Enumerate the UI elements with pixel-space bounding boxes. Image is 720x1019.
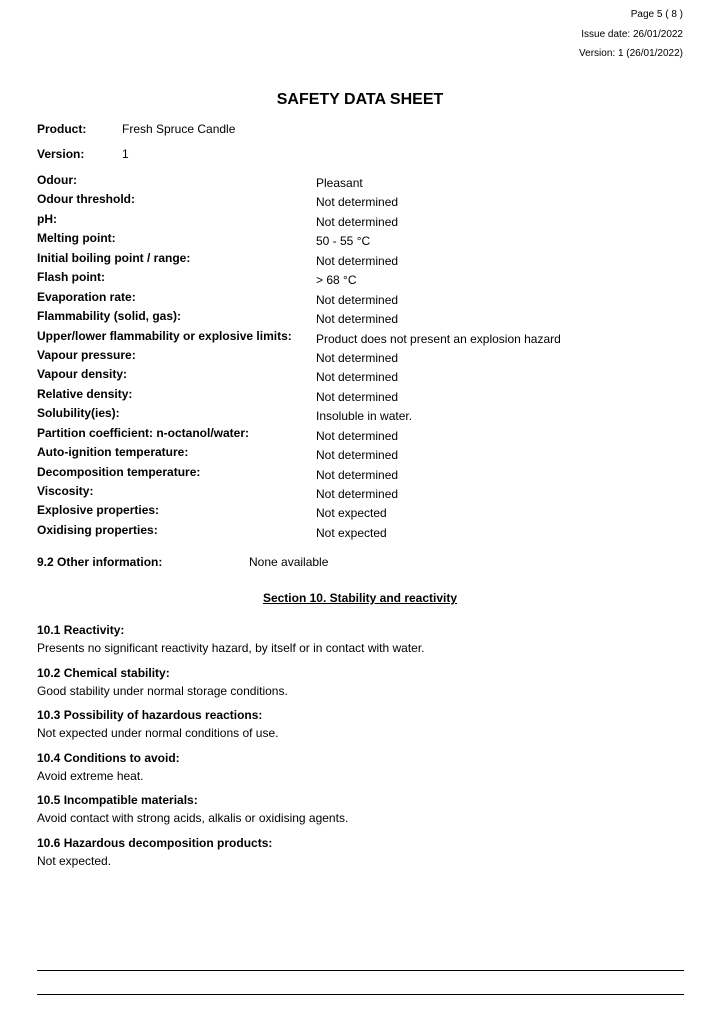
property-label: Evaporation rate: — [37, 289, 136, 304]
section-10-heading: Section 10. Stability and reactivity — [262, 591, 458, 605]
property-label: Auto-ignition temperature: — [37, 445, 189, 460]
property-label: Vapour density: — [37, 367, 128, 382]
subsection-title: 10.1 Reactivity: — [37, 623, 125, 637]
physical-chemical-properties — [37, 173, 677, 542]
subsection-text: Avoid contact with strong acids, alkalis or oxidising agents. — [37, 811, 349, 825]
property-row — [37, 329, 677, 348]
section-10-subsections — [37, 621, 683, 876]
property-label: Partition coefficient: n-octanol/water: — [37, 425, 250, 440]
property-label: Relative density: — [37, 386, 133, 401]
property-value: Insoluble in water. — [316, 409, 413, 424]
property-label: Flammability (solid, gas): — [37, 309, 182, 324]
property-value: Not determined — [316, 389, 399, 404]
property-value: Not expected — [316, 525, 387, 540]
property-value: Not determined — [316, 487, 399, 501]
footer-divider — [37, 994, 684, 995]
property-value: Not expected — [316, 506, 387, 521]
property-row — [37, 309, 677, 328]
other-information-value: None available — [249, 555, 329, 569]
property-value: Pleasant — [316, 176, 363, 190]
property-row — [37, 367, 677, 386]
subsection-title: 10.3 Possibility of hazardous reactions: — [37, 708, 263, 722]
property-label: Decomposition temperature: — [37, 464, 201, 479]
property-row — [37, 523, 677, 542]
property-label: Oxidising properties: — [37, 522, 158, 537]
other-information-label: 9.2 Other information: — [37, 555, 163, 569]
subsection — [37, 621, 683, 664]
product-row — [37, 122, 235, 136]
property-row — [37, 503, 677, 522]
version-row — [37, 147, 129, 161]
property-value: Not determined — [316, 467, 399, 482]
property-value: Not determined — [316, 253, 399, 268]
subsection-text: Presents no significant reactivity hazard, by itself or in contact with water. — [37, 641, 425, 655]
property-row — [37, 465, 677, 484]
document-version: Version: 1 (26/01/2022) — [579, 48, 683, 59]
property-value: Not determined — [316, 312, 399, 327]
subsection — [37, 706, 683, 749]
property-label: Vapour pressure: — [37, 347, 136, 362]
version-label: Version: — [37, 147, 85, 161]
subsection — [37, 664, 683, 707]
subsection-text: Good stability under normal storage conditions. — [37, 683, 288, 698]
property-label: Solubility(ies): — [37, 406, 120, 421]
property-row — [37, 192, 677, 211]
property-value: Product does not present an explosion hazard — [316, 331, 561, 346]
property-row — [37, 251, 677, 270]
property-value: Not determined — [316, 370, 399, 385]
property-value: 50 - 55 °C — [316, 234, 371, 249]
other-information-row — [37, 555, 328, 569]
property-value: Not determined — [316, 292, 399, 307]
property-value: Not determined — [316, 428, 399, 443]
property-label: Explosive properties: — [37, 503, 160, 518]
page-number: Page 5 ( 8 ) — [630, 9, 683, 20]
property-label: pH: — [37, 211, 57, 226]
subsection-title: 10.5 Incompatible materials: — [37, 793, 198, 807]
property-row — [37, 426, 677, 445]
property-label: Melting point: — [37, 231, 116, 246]
property-value: Not determined — [316, 448, 399, 463]
property-value: Not determined — [316, 195, 399, 210]
property-row — [37, 484, 677, 503]
subsection — [37, 791, 683, 834]
property-label: Flash point: — [37, 270, 105, 285]
product-label: Product: — [37, 122, 87, 136]
subsection — [37, 834, 683, 877]
property-label: Upper/lower flammability or explosive limits: — [37, 328, 292, 343]
subsection-title: 10.6 Hazardous decomposition products: — [37, 835, 273, 850]
property-value: > 68 °C — [316, 273, 357, 288]
product-value: Fresh Spruce Candle — [122, 122, 236, 136]
property-value: Not determined — [316, 350, 399, 365]
page-title: SAFETY DATA SHEET — [276, 91, 444, 108]
subsection-title: 10.2 Chemical stability: — [37, 665, 170, 680]
subsection — [37, 749, 683, 792]
property-value: Not determined — [316, 214, 399, 229]
property-row — [37, 445, 677, 464]
property-row — [37, 212, 677, 231]
subsection-text: Not expected under normal conditions of use. — [37, 726, 279, 740]
subsection-text: Avoid extreme heat. — [37, 768, 144, 783]
property-row — [37, 270, 677, 289]
property-row — [37, 387, 677, 406]
property-label: Viscosity: — [37, 484, 94, 498]
property-label: Odour: — [37, 173, 77, 187]
property-row — [37, 348, 677, 367]
footer-divider — [37, 970, 684, 971]
subsection-title: 10.4 Conditions to avoid: — [37, 750, 180, 765]
issue-date: Issue date: 26/01/2022 — [581, 29, 683, 40]
property-row — [37, 290, 677, 309]
property-row — [37, 231, 677, 250]
property-label: Odour threshold: — [37, 192, 135, 207]
property-row — [37, 173, 677, 192]
subsection-text: Not expected. — [37, 853, 112, 868]
property-label: Initial boiling point / range: — [37, 250, 191, 265]
property-row — [37, 406, 677, 425]
version-value: 1 — [122, 147, 129, 161]
